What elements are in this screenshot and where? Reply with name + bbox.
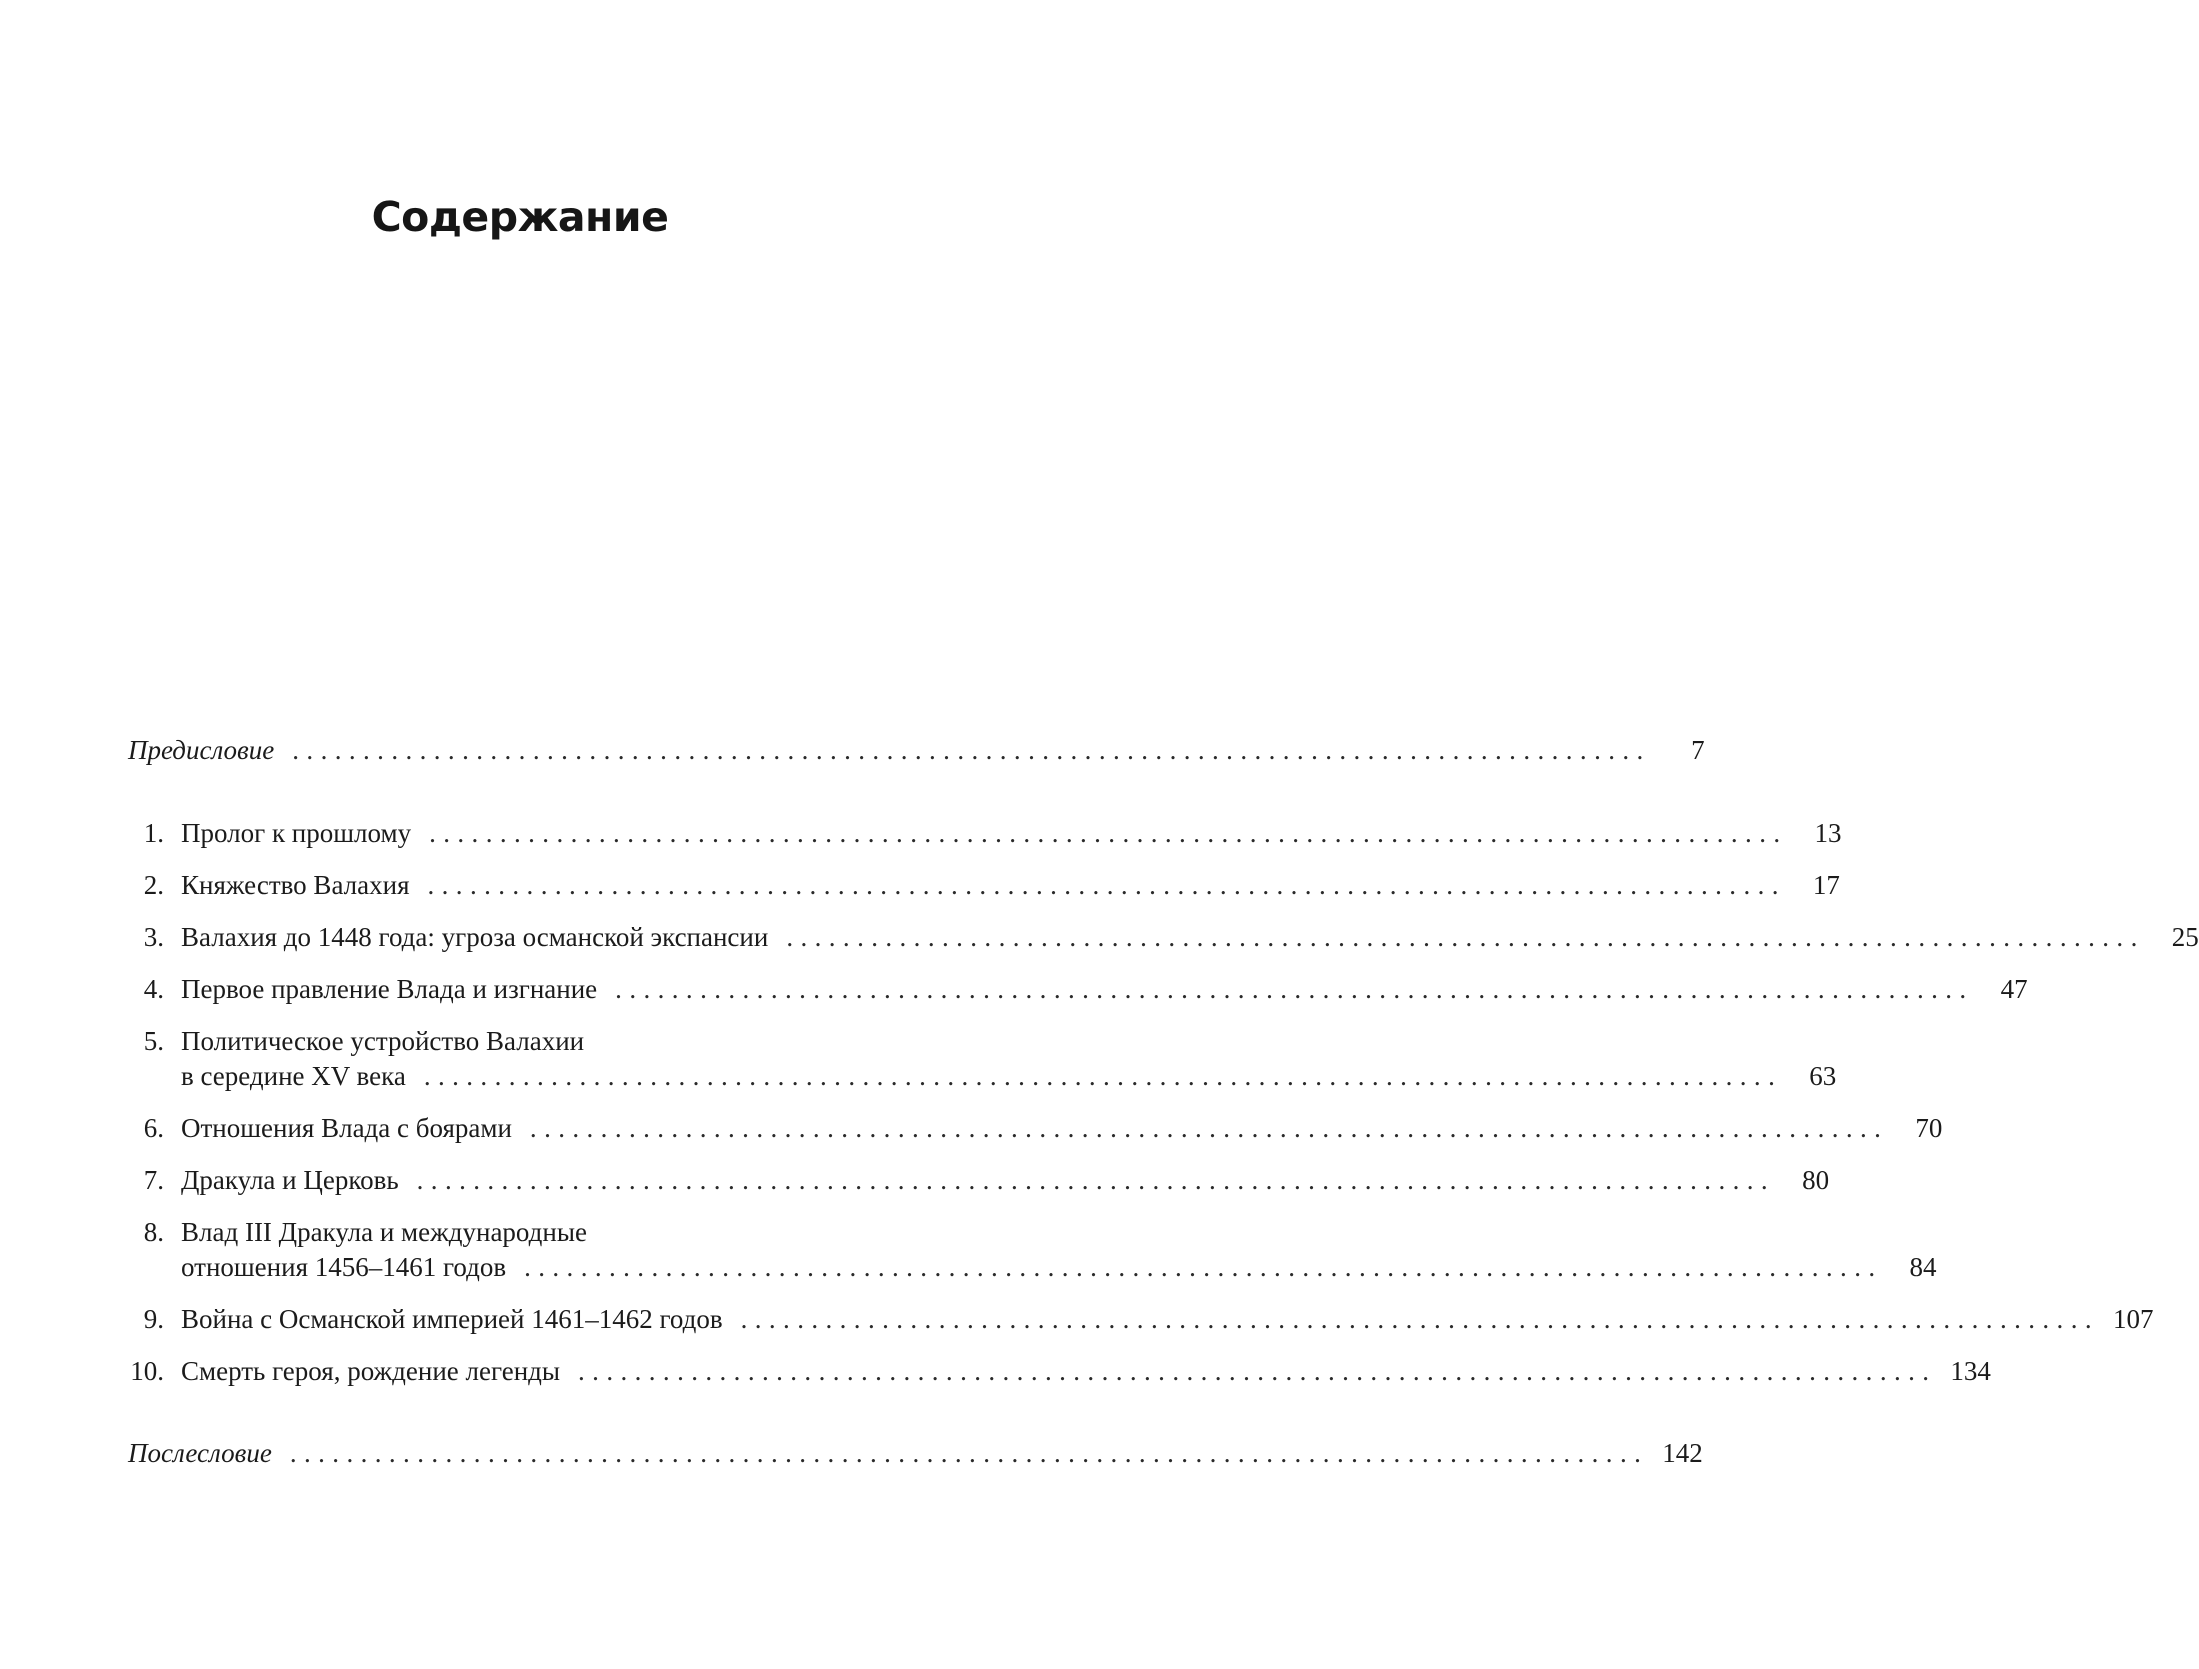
- dot-leader: ................................................................................................: [427, 870, 1786, 900]
- toc-entry-title-line-2: в середине XV века: [181, 1061, 406, 1091]
- chapter-number: 3.: [143, 922, 164, 952]
- toc-page-number: 70: [1915, 1113, 1943, 1143]
- toc-entry-title-line-1: Влад III Дракула и международные: [181, 1217, 587, 1247]
- dot-leader: ................................................................................................: [289, 1438, 1649, 1468]
- toc-entry-title: Первое правление Влада и изгнание: [181, 974, 598, 1004]
- toc-entry-title-line-2: отношения 1456–1461 годов: [181, 1252, 507, 1282]
- dot-leader: ................................................................................................: [423, 1061, 1783, 1091]
- toc-entry-title: Предисловие: [128, 735, 275, 765]
- toc-entry-title: Пролог к прошлому: [181, 818, 412, 848]
- dot-leader: ................................................................................................: [429, 818, 1788, 848]
- page-title: Содержание: [371, 193, 669, 242]
- toc-entry-title: Дракула и Церковь: [181, 1165, 399, 1195]
- toc-page-number: 80: [1802, 1165, 1830, 1195]
- chapter-number: 10.: [130, 1356, 164, 1386]
- dot-leader: ................................................................................................: [578, 1356, 1937, 1386]
- chapter-number: 8.: [143, 1217, 164, 1247]
- toc-page-number: 17: [1812, 870, 1840, 900]
- toc-page-number: 107: [2113, 1304, 2154, 1334]
- chapter-number: 7.: [143, 1165, 164, 1195]
- dot-leader: ................................................................................................: [292, 735, 1651, 765]
- dot-leader: ................................................................................................: [524, 1252, 1883, 1282]
- toc-entry-title: Смерть героя, рождение легенды: [181, 1356, 561, 1386]
- dot-leader: ................................................................................................: [615, 974, 1974, 1004]
- toc-entry-title: Валахия до 1448 года: угроза османской экспансии: [181, 922, 769, 952]
- toc-page-number: 134: [1950, 1356, 1991, 1386]
- dot-leader: ................................................................................................: [786, 922, 2145, 952]
- chapter-number: 6.: [143, 1113, 164, 1143]
- chapter-number: 1.: [143, 818, 164, 848]
- chapter-number: 4.: [143, 974, 164, 1004]
- chapter-number: 2.: [143, 870, 164, 900]
- toc-page-number: 84: [1909, 1252, 1937, 1282]
- toc-entry-title: Княжество Валахия: [181, 870, 410, 900]
- toc-page-number: 13: [1814, 818, 1842, 848]
- chapter-number: 9.: [143, 1304, 164, 1334]
- toc-page-number: 63: [1809, 1061, 1837, 1091]
- toc-page-number: 47: [2000, 974, 2028, 1004]
- toc-entry-title: Война с Османской империей 1461–1462 годов: [181, 1304, 723, 1334]
- toc-entry-title-line-1: Политическое устройство Валахии: [181, 1026, 585, 1056]
- toc-entry-title: Послесловие: [128, 1438, 272, 1468]
- toc-entry-title: Отношения Влада с боярами: [181, 1113, 512, 1143]
- toc-page-number: 25: [2171, 922, 2199, 952]
- dot-leader: ................................................................................................: [529, 1113, 1889, 1143]
- dot-leader: ................................................................................................: [416, 1165, 1776, 1195]
- dot-leader: ................................................................................................: [740, 1304, 2099, 1334]
- chapter-number: 5.: [143, 1026, 164, 1056]
- toc-page-number: 142: [1662, 1438, 1703, 1468]
- toc-page-number: 7: [1691, 735, 1705, 765]
